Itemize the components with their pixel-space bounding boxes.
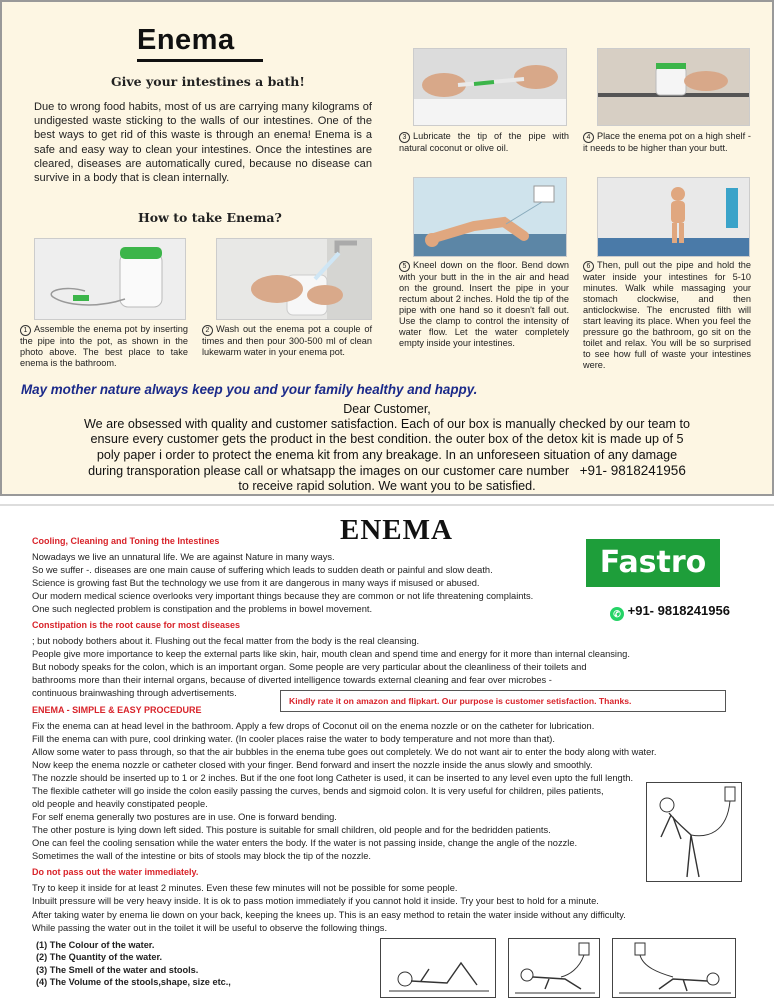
p4-line: Inbuilt pressure will be very heavy inside. It is ok to pass motion immediately if you cannot hold it inside. Try your best to hold for a minute.	[32, 896, 599, 906]
p3-line: Now keep the enema nozzle or catheter closed with your finger. Bend forward and insert the nozzle inside the anus slowly and smoothly.	[32, 760, 593, 770]
message-line-1: We are obsessed with quality and customer satisfaction. Each of our box is manually checked by our team to	[84, 417, 690, 431]
photo-kneel-position	[413, 177, 567, 257]
step-1	[20, 324, 188, 369]
step-5-text: Kneel down on the floor. Bend down with your butt in the in the air and head on the ground. Insert the pipe in your rectum about 2 inches. Hold the tip of the pipe with one hand so it doesn't fall out. Use the clamp to control the intensity of water flow. Let the water completely empty inside your intestines.	[399, 260, 569, 348]
title-underline	[137, 59, 263, 62]
whatsapp-contact[interactable]	[610, 603, 730, 621]
bottom-panel	[0, 504, 774, 1000]
illustration-forward-bending	[646, 782, 742, 882]
customer-message	[2, 417, 772, 494]
dear-customer: Dear Customer,	[343, 402, 431, 416]
step-1-text: Assemble the enema pot by inserting the pipe into the pot, as shown in the photo above. The best place to take enema is the bathroom.	[20, 324, 188, 368]
photo-standing-massage	[597, 177, 750, 257]
brand-logo	[586, 539, 720, 587]
p3-line: Allow some water to pass through, so that the air bubbles in the enema tube goes out completely. We do not want air to enter the body along with water.	[32, 747, 657, 757]
step-6-number: 6	[583, 261, 594, 272]
p1-line: One such neglected problem is constipation and the problems in bowel movement.	[32, 604, 373, 614]
bottom-phone: +91- 9818241956	[627, 603, 730, 618]
photo-lubricate-pipe	[413, 48, 567, 126]
p1-line: Science is growing fast But the technology we use from it are dangerous in many ways if misused or abused.	[32, 578, 480, 588]
section-heading-4: Do not pass out the water immediately.	[32, 867, 199, 877]
message-line-3: poly paper i order to protect the enema kit from any breakage. In an unforeseen situation of any damage	[96, 447, 678, 462]
step-6-text: Then, pull out the pipe and hold the water inside your intestines for 5-10 minutes. Walk while massaging your stomach clockwise, and then anticlockwise. The encrusted filth will start leaving its place. When you feel the pressure go the bathroom, go sit on the toilet and relax. You will be so surprised to see how full of waste your intestines were.	[583, 260, 751, 370]
bottom-title: ENEMA	[340, 514, 453, 546]
top-panel	[0, 0, 774, 496]
step-2-text: Wash out the enema pot a couple of times and then pour 300-500 ml of clean lukewarm water in your enema pot.	[202, 324, 372, 357]
p3-line: The other posture is lying down left sided. This posture is suitable for small children, old people and for the bedridden patients.	[32, 825, 551, 835]
p3-line: Fix the enema can at head level in the bathroom. Apply a few drops of Coconut oil on the enema nozzle or on the catheter for lubrication.	[32, 721, 595, 731]
p3-line: old people and heavily constipated people.	[32, 799, 208, 809]
list-item: (2) The Quantity of the water.	[36, 952, 163, 963]
observation-list	[36, 939, 231, 988]
p3-line: Sometimes the wall of the intestine or bits of stools may block the tip of the nozzle.	[32, 851, 371, 861]
p3-line: The flexible catheter will go inside the colon easily passing the curves, bends and sigmoid colon. It is very useful for children, piles patients,	[32, 786, 604, 796]
list-item: (1) The Colour of the water.	[36, 940, 155, 950]
message-line-4: during transporation please call or whatsapp the images on our customer care number +91- 9818241956	[88, 462, 686, 478]
step-3-number: 3	[399, 132, 410, 143]
p2-line: bathrooms more than their internal organs, because of diverted intelligence towards external cleaning and fear over microbes -	[32, 675, 552, 685]
step-1-number: 1	[20, 325, 31, 336]
p4-line: After taking water by enema lie down on your back, keeping the knees up. This is an easy method to retain the water inside without any difficulty.	[32, 910, 626, 920]
p2-line: But nobody speaks for the colon, which is an important organ. Some people are very particular about the cleanliness of their toilets and	[32, 662, 587, 672]
message-line-2: ensure every customer gets the product in the best condition. the outer box of the detox kit is made up of 5	[90, 432, 684, 447]
illustration-side-enema	[612, 938, 736, 998]
p2-line: continuous brainwashing through advertisements.	[32, 688, 237, 698]
step-3-text: Lubricate the tip of the pipe with natural coconut or olive oil.	[399, 131, 569, 153]
section-heading-3: ENEMA - SIMPLE & EASY PROCEDURE	[32, 705, 202, 715]
step-4-text: Place the enema pot on a high shelf - it needs to be higher than your butt.	[583, 131, 751, 153]
blessing-line: May mother nature always keep you and your family healthy and happy.	[21, 382, 478, 397]
step-5-number: 5	[399, 261, 410, 272]
p4-line: While passing the water out in the toilet it will be useful to observe the following things.	[32, 923, 388, 933]
p1-line: So we suffer -. diseases are one main cause of suffering which leads to sudden death or painful and slow death.	[32, 565, 493, 575]
section-heading-1: Cooling, Cleaning and Toning the Intestines	[32, 536, 220, 546]
step-2-number: 2	[202, 325, 213, 336]
p2-line: ; but nobody bothers about it. Flushing out the fecal matter from the body is the real cleansing.	[32, 636, 420, 646]
step-6	[583, 260, 751, 371]
p2-line: People give more importance to keep the external parts like skin, hair, mouth clean and spend time and energy for it more than internal cleansing.	[32, 649, 630, 659]
tagline: Give your intestines a bath!	[111, 74, 305, 89]
photo-pot-on-shelf	[597, 48, 750, 126]
brand-name: Fastro	[599, 545, 707, 580]
p3-line: For self enema generally two postures are in use. One is forward bending.	[32, 812, 337, 822]
rating-note-text: Kindly rate it on amazon and flipkart. Our purpose is customer setisfaction. Thanks.	[289, 696, 632, 706]
intro-paragraph: Due to wrong food habits, most of us are carrying many kilograms of undigested waste sticking to the walls of our intestines. One of the best ways to get rid of this waste is through an enema! Enema is a safe and easy way to clean your intestines. Once the intestines are cleared, diseases are automatically cured, because no disease can survive in a body that is clean internally.	[34, 101, 372, 185]
top-title: Enema	[137, 24, 235, 56]
step-2	[202, 324, 372, 358]
step-4	[583, 131, 751, 154]
illustration-lying-left	[508, 938, 600, 998]
rating-note	[280, 690, 726, 712]
step-4-number: 4	[583, 132, 594, 143]
p3-line: One can feel the cooling sensation while the water enters the body. If the water is not passing inside, change the angle of the nozzle.	[32, 838, 578, 848]
top-phone: +91- 9818241956	[579, 462, 686, 478]
p1-line: Nowadays we live an unnatural life. We are against Nature in many ways.	[32, 552, 335, 562]
p3-line: Fill the enema can with pure, cool drinking water. (In cooler places raise the water to body temperature and not more than that).	[32, 734, 555, 744]
step-5	[399, 260, 569, 349]
photo-enema-kit	[34, 238, 186, 320]
message-line-5: to receive rapid solution. We want you to be satisfied.	[238, 479, 536, 494]
section-heading-2: Constipation is the root cause for most diseases	[32, 620, 241, 630]
p1-line: Our modern medical science overlooks very important things because they are common or not life threatening complaints.	[32, 591, 534, 601]
photo-washing-pot	[216, 238, 372, 320]
p3-line: The nozzle should be inserted up to 1 or 2 inches. But if the one foot long Catheter is used, it can be inserted to any level even upto the full length.	[32, 773, 634, 783]
step-3	[399, 131, 569, 154]
how-heading: How to take Enema?	[138, 210, 282, 225]
whatsapp-icon: ✆	[610, 607, 624, 621]
illustration-lying-back	[380, 938, 496, 998]
p4-line: Try to keep it inside for at least 2 minutes. Even these few minutes will not be possible for some people.	[32, 883, 458, 893]
list-item: (3) The Smell of the water and stools.	[36, 964, 199, 975]
list-item: (4) The Volume of the stools,shape, size etc.,	[36, 976, 231, 987]
